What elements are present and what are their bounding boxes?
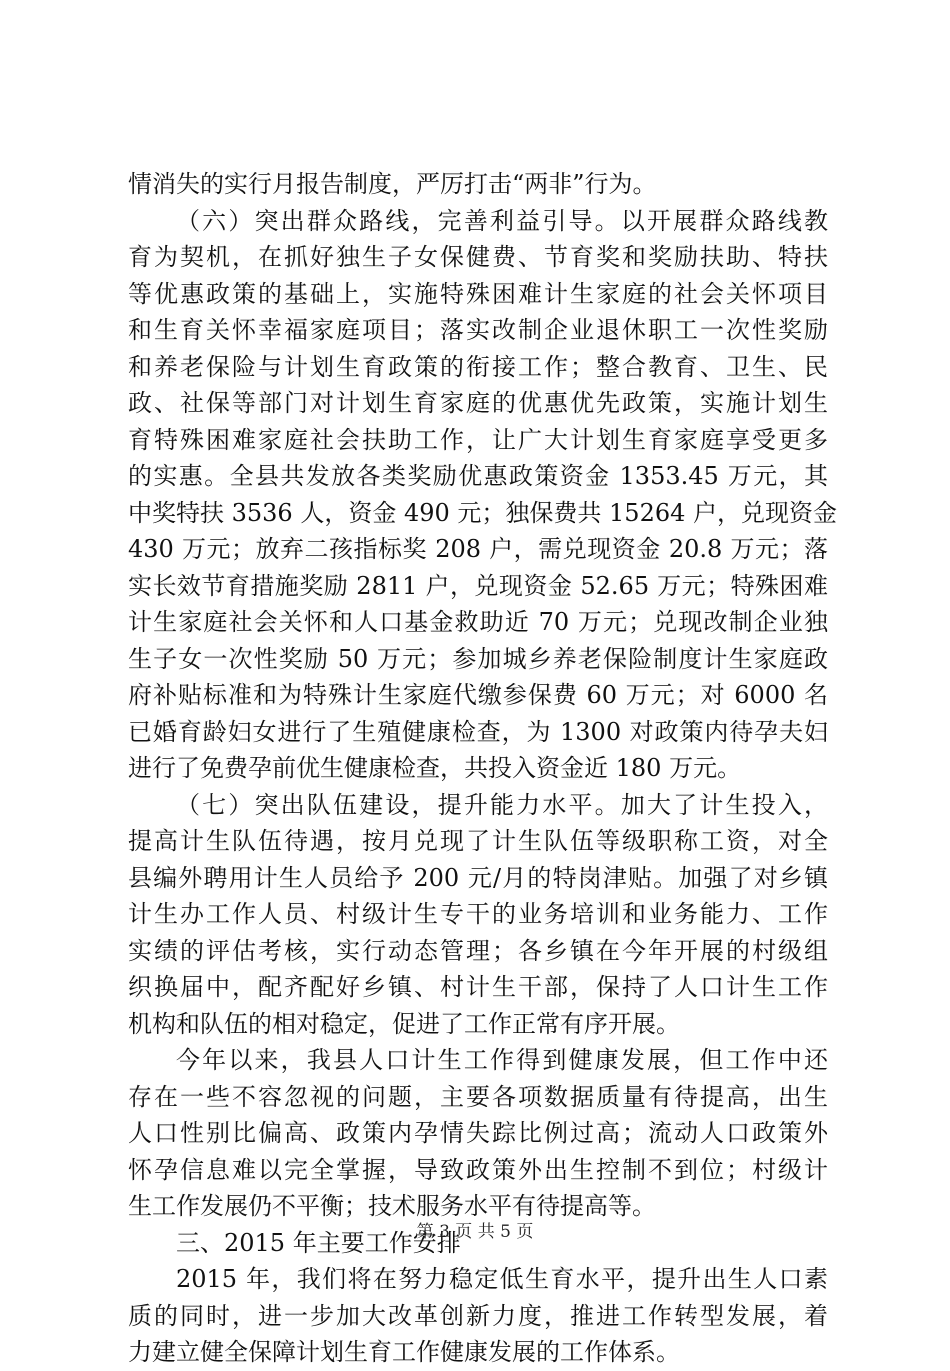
text-line: 力建立健全保障计划生育工作健康发展的工作体系。 bbox=[128, 1338, 680, 1366]
text-line: 2015 年，我们将在努力稳定低生育水平，提升出生人口素 bbox=[176, 1265, 828, 1293]
text-line: 存在一些不容忽视的问题，主要各项数据质量有待提高，出生 bbox=[128, 1082, 828, 1111]
text-line: 的实惠。全县共发放各类奖励优惠政策资金 1353.45 万元，其 bbox=[128, 462, 828, 490]
text-line: 提高计生队伍待遇，按月兑现了计生队伍等级职称工资，对全 bbox=[128, 827, 828, 855]
text-line: 质的同时，进一步加大改革创新力度，推进工作转型发展，着 bbox=[128, 1301, 828, 1330]
text-line: 生工作发展仍不平衡；技术服务水平有待提高等。 bbox=[128, 1192, 656, 1220]
text-line: （七）突出队伍建设，提升能力水平。加大了计生投入， bbox=[176, 790, 828, 819]
text-line: （六）突出群众路线，完善利益引导。以开展群众路线教 bbox=[176, 206, 828, 235]
text-line: 县编外聘用计生人员给予 200 元/月的特岗津贴。加强了对乡镇 bbox=[128, 863, 828, 892]
text-line: 已婚育龄妇女进行了生殖健康检查，为 1300 对政策内待孕夫妇 bbox=[128, 717, 828, 746]
text-line: 机构和队伍的相对稳定，促进了工作正常有序开展。 bbox=[128, 1009, 680, 1038]
document-body bbox=[128, 166, 838, 1371]
text-line: 计生办工作人员、村级计生专干的业务培训和业务能力、工作 bbox=[128, 900, 828, 928]
text-line: 和养老保险与计划生育政策的衔接工作；整合教育、卫生、民 bbox=[128, 352, 828, 381]
text-line: 人口性别比偏高、政策内孕情失踪比例过高；流动人口政策外 bbox=[128, 1119, 828, 1147]
text-line: 实长效节育措施奖励 2811 户，兑现资金 52.65 万元；特殊困难 bbox=[128, 571, 828, 600]
text-line: 三、2015 年主要工作安排 bbox=[176, 1228, 461, 1257]
text-line: 等优惠政策的基础上，实施特殊困难计生家庭的社会关怀项目 bbox=[128, 279, 828, 308]
text-line: 织换届中，配齐配好乡镇、村计生干部，保持了人口计生工作 bbox=[128, 973, 828, 1001]
text-line: 府补贴标准和为特殊计生家庭代缴参保费 60 万元；对 6000 名 bbox=[128, 681, 828, 709]
text-line: 进行了免费孕前优生健康检查，共投入资金近 180 万元。 bbox=[128, 754, 742, 782]
page-footer: 第 3 页 共 5 页 bbox=[416, 1222, 534, 1242]
text-line: 中奖特扶 3536 人，资金 490 元；独保费共 15264 户，兑现资金 bbox=[128, 498, 838, 527]
text-line: 今年以来，我县人口计生工作得到健康发展，但工作中还 bbox=[176, 1046, 828, 1074]
text-line: 育特殊困难家庭社会扶助工作，让广大计划生育家庭享受更多 bbox=[128, 425, 828, 454]
text-line: 生子女一次性奖励 50 万元；参加城乡养老保险制度计生家庭政 bbox=[128, 644, 828, 673]
text-line: 育为契机，在抓好独生子女保健费、节育奖和奖励扶助、特扶 bbox=[128, 243, 828, 271]
text-line: 情消失的实行月报告制度，严厉打击“两非”行为。 bbox=[128, 170, 657, 198]
text-line: 实绩的评估考核，实行动态管理；各乡镇在今年开展的村级组 bbox=[128, 936, 828, 965]
text-line: 计生家庭社会关怀和人口基金救助近 70 万元；兑现改制企业独 bbox=[128, 608, 828, 636]
text-line: 怀孕信息难以完全掌握，导致政策外出生控制不到位；村级计 bbox=[128, 1155, 828, 1184]
text-line: 和生育关怀幸福家庭项目；落实改制企业退休职工一次性奖励 bbox=[128, 316, 828, 344]
text-line: 政、社保等部门对计划生育家庭的优惠优先政策，实施计划生 bbox=[128, 389, 828, 417]
text-line: 430 万元；放弃二孩指标奖 208 户，需兑现资金 20.8 万元；落 bbox=[128, 535, 828, 563]
